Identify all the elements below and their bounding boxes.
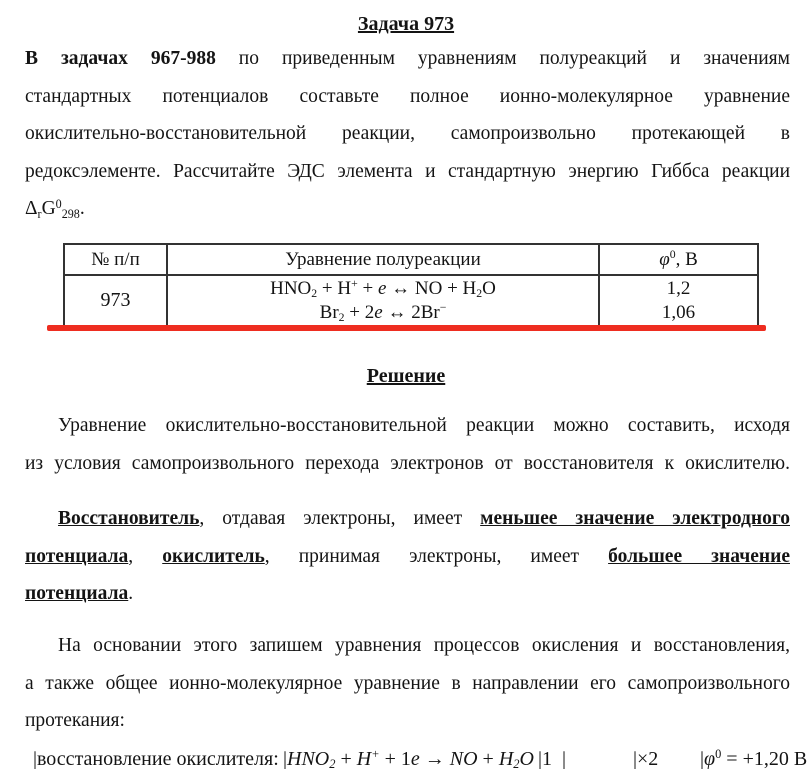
bottom-equation-line <box>0 744 812 769</box>
text-line: редоксэлементе. Рассчитайте ЭДС элемента и стандартную энергию Гиббса реакции <box>25 160 790 182</box>
problem-title-text: Задача 973 <box>357 13 455 35</box>
red-underline-annotation <box>47 325 766 331</box>
equation-line-1: HNO2 + H+ + e ↔ NO + H2O <box>270 277 496 300</box>
intro-paragraph <box>25 40 790 228</box>
solution-paragraph-2 <box>25 500 790 613</box>
table-header-number: № п/п <box>64 244 167 275</box>
halfreaction-table <box>63 243 759 327</box>
reduction-of-oxidizer-label: |восстановление окислителя: <box>33 748 279 769</box>
solution-heading <box>0 362 812 390</box>
text-line: окислительно-восстановительной реакции, самопроизвольно протекающей в <box>25 123 790 145</box>
text-line: Восстановитель, отдавая электроны, имеет меньшее значение электродного <box>58 508 790 529</box>
solution-heading-text: Решение <box>366 365 446 387</box>
potential-value-1: 1,2 <box>666 277 691 299</box>
potential-value-2: 1,06 <box>661 301 696 323</box>
text-line: протекания: <box>25 710 125 732</box>
text-line: В задачах 967-988 по приведенным уравнениям полуреакций и значениям <box>25 48 790 69</box>
electron-count: |1 | <box>538 748 567 769</box>
row-number-cell: 973 <box>64 275 167 326</box>
potential-equation: $|\varphi^0 = +1,20$ В <box>700 747 808 769</box>
solution-paragraph-3 <box>25 627 790 740</box>
table-header-potential: $\varphi^0$, В <box>599 244 758 275</box>
text-line: потенциала, окислитель, принимая электроны, имеет большее значение <box>25 545 790 567</box>
text-line: а также общее ионно-молекулярное уравнение в направлении его самопроизвольного <box>25 672 790 694</box>
equation-cell <box>167 275 599 326</box>
solution-paragraph-1 <box>25 407 790 482</box>
table-row <box>64 275 758 326</box>
text-line: потенциала. <box>25 583 134 605</box>
text-line: Уравнение окислительно-восстановительной реакции можно составить, исходя <box>58 415 790 436</box>
table-header-equation: Уравнение полуреакции <box>167 244 599 275</box>
multiplier: |×2 <box>633 748 659 769</box>
text-line: На основании этого запишем уравнения процессов окисления и восстановления, <box>58 635 790 656</box>
text-line: ΔrG$^0$298. <box>25 196 85 221</box>
text-line: стандартных потенциалов составьте полное ионно-молекулярное уравнение <box>25 85 790 107</box>
text-line: из условия самопроизвольного перехода электронов от восстановителя к окислителю. <box>25 452 790 474</box>
equation-line-2: Br2 + 2e ↔ 2Br− <box>319 301 447 324</box>
potential-cell <box>599 275 758 326</box>
table-header-row <box>64 244 758 275</box>
problem-title <box>0 10 812 38</box>
reduction-halfreaction-equation: |HNO2 + H+ + 1e → NO + H2O <box>283 747 534 769</box>
